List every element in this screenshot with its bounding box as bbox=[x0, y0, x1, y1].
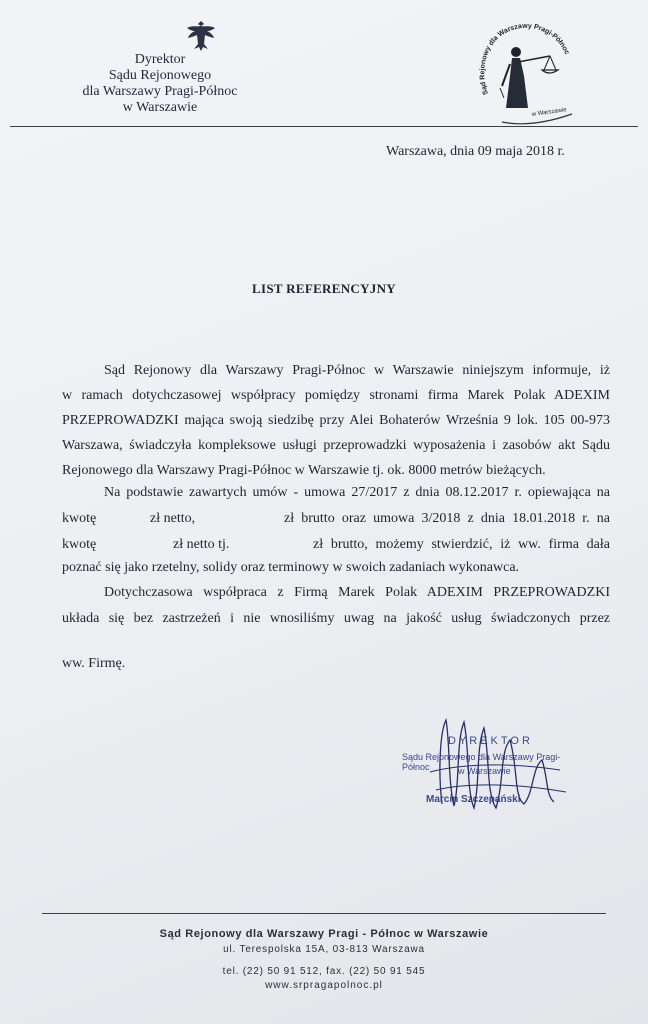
footer-website: www.srpragapolnoc.pl bbox=[265, 980, 383, 991]
p2-line-3-brutto: zł brutto, możemy stwierdzić, iż ww. firma dała bbox=[313, 537, 610, 552]
header-line-4: w Warszawie bbox=[122, 100, 198, 115]
p2-line-2-netto: zł netto, bbox=[150, 511, 196, 526]
p2-line-4: poznać się jako rzetelny, solidy oraz terminowy w swoich zadaniach wykonawca. bbox=[62, 560, 520, 575]
stamp-court: Sądu Rejonowego dla Warszawy Pragi-Północ bbox=[402, 752, 561, 772]
footer-address: ul. Terespolska 15A, 03-813 Warszawa bbox=[223, 944, 425, 955]
letter-date: Warszawa, dnia 09 maja 2018 r. bbox=[386, 144, 565, 159]
header-line-1: Dyrektor bbox=[134, 52, 186, 67]
p2-line-1: Na podstawie zawartych umów - umowa 27/2017 z dnia 08.12.2017 r. opiewająca na bbox=[104, 485, 610, 500]
seal-bottom-text: w Warszawie bbox=[531, 107, 568, 118]
p1-line-5: Rejonowego dla Warszawy Pragi-Północ w Warszawie tj. ok. 8000 metrów bieżących. bbox=[62, 463, 546, 478]
stamp-title: DYREKTOR bbox=[448, 735, 533, 747]
p1-line-3: PRZEPROWADZKI mająca swoją siedzibę przy Alei Bohaterów Września 9 lok. 105 00-973 bbox=[62, 413, 610, 428]
footer-court-name: Sąd Rejonowy dla Warszawy Pragi - Północ w Warszawie bbox=[159, 928, 489, 940]
p1-line-1: Sąd Rejonowy dla Warszawy Pragi-Północ w Warszawie niniejszym informuje, iż bbox=[104, 363, 610, 378]
p2-line-2-kwota: kwotę bbox=[62, 511, 97, 526]
p3-line-1: Dotychczasowa współpraca z Firmą Marek Polak ADEXIM PRZEPROWADZKI bbox=[104, 585, 610, 600]
p2-line-2-brutto: zł brutto oraz umowa 3/2018 z dnia 18.01.2018 r. na bbox=[284, 511, 610, 526]
director-stamp bbox=[396, 712, 576, 816]
footer-divider bbox=[42, 913, 606, 914]
p3-line-3: ww. Firmę. bbox=[62, 656, 126, 671]
p2-line-3-kwota: kwotę bbox=[62, 537, 97, 552]
p1-line-2: w ramach dotychczasowej współpracy pomiędzy stronami firma Marek Polak ADEXIM bbox=[62, 388, 610, 403]
p1-line-4: Warszawa, świadczyła kompleksowe usługi przeprowadzki wyposażenia i zasobów akt Sądu bbox=[62, 438, 610, 453]
header-line-2: Sądu Rejonowego bbox=[108, 68, 212, 83]
p3-line-2: układa się bez zastrzeżeń i nie wnosiliśmy uwag na jakość usług świadczonych przez bbox=[62, 611, 610, 626]
p2-line-3-netto: zł netto tj. bbox=[173, 537, 230, 552]
stamp-city: w Warszawie bbox=[458, 766, 511, 776]
header-divider bbox=[10, 126, 638, 127]
letter-title: LIST REFERENCYJNY bbox=[252, 281, 396, 296]
header-line-3: dla Warszawy Pragi-Północ bbox=[82, 84, 238, 99]
handwritten-signature bbox=[420, 712, 570, 816]
seal-arc-text: Sąd Rejonowy dla Warszawy Pragi-Północ bbox=[479, 22, 571, 96]
polish-eagle-emblem-icon bbox=[184, 18, 218, 54]
footer-phone-fax: tel. (22) 50 91 512, fax. (22) 50 91 545 bbox=[222, 966, 426, 977]
stamp-name: Marcin Szczepański bbox=[426, 794, 521, 805]
court-seal-logo bbox=[472, 16, 578, 128]
